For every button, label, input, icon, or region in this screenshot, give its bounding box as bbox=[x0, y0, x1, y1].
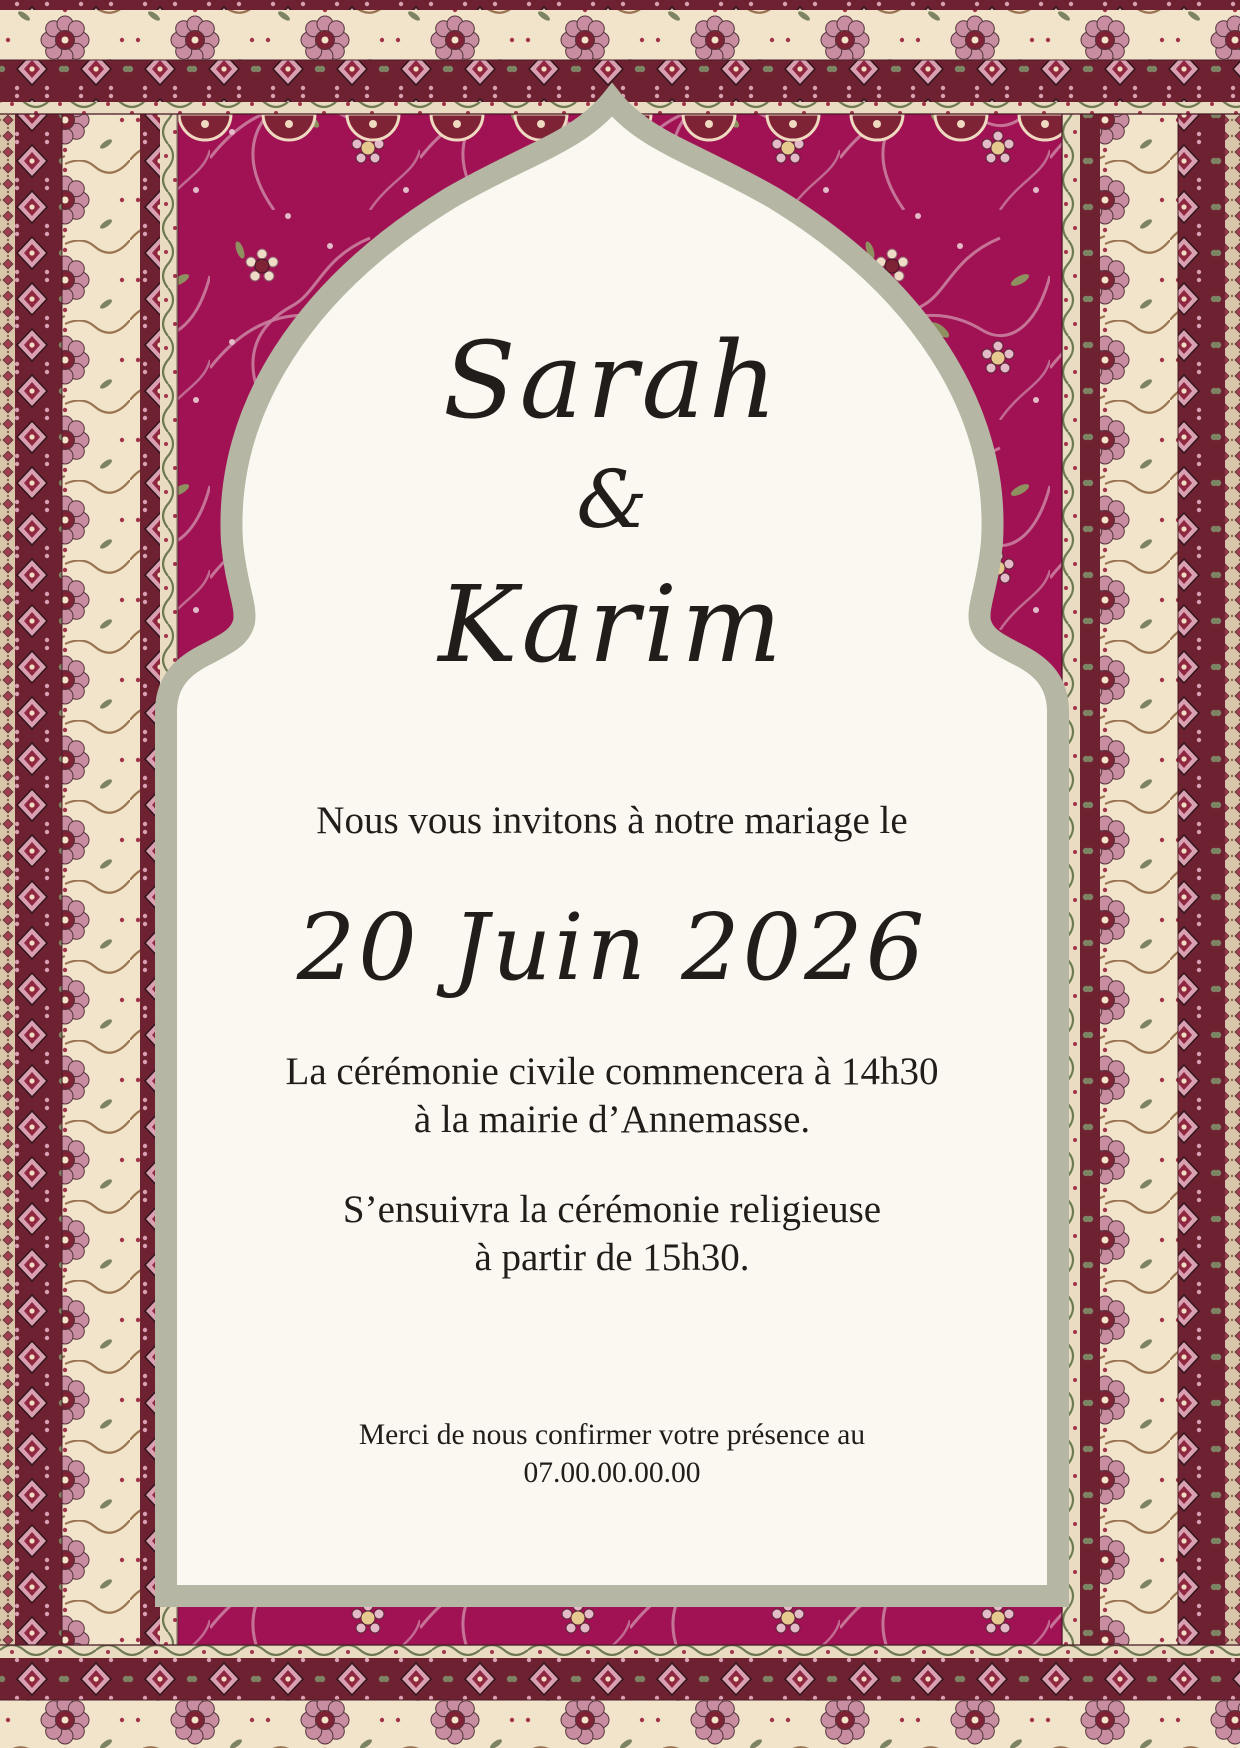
groom-name: Karim bbox=[438, 563, 786, 686]
invitation-intro: Nous vous invitons à notre mariage le bbox=[316, 799, 908, 842]
bride-name: Sarah bbox=[443, 319, 781, 442]
religious-ceremony-line1: S’ensuivra la cérémonie religieuse bbox=[342, 1188, 882, 1231]
wedding-date: 20 Juin 2026 bbox=[296, 894, 928, 1001]
rsvp-line1: Merci de nous confirmer votre présence au bbox=[358, 1419, 866, 1451]
ampersand: & bbox=[576, 453, 648, 546]
rsvp-phone: 07.00.00.00.00 bbox=[523, 1457, 701, 1490]
civil-ceremony-line1: La cérémonie civile commencera à 14h30 bbox=[285, 1050, 939, 1093]
civil-ceremony-details bbox=[177, 1048, 1047, 1145]
religious-ceremony-details bbox=[177, 1186, 1047, 1283]
rsvp-note bbox=[177, 1416, 1047, 1493]
religious-ceremony-line2: à partir de 15h30. bbox=[474, 1236, 750, 1280]
civil-ceremony-line2: à la mairie d’Annemasse. bbox=[413, 1098, 811, 1142]
